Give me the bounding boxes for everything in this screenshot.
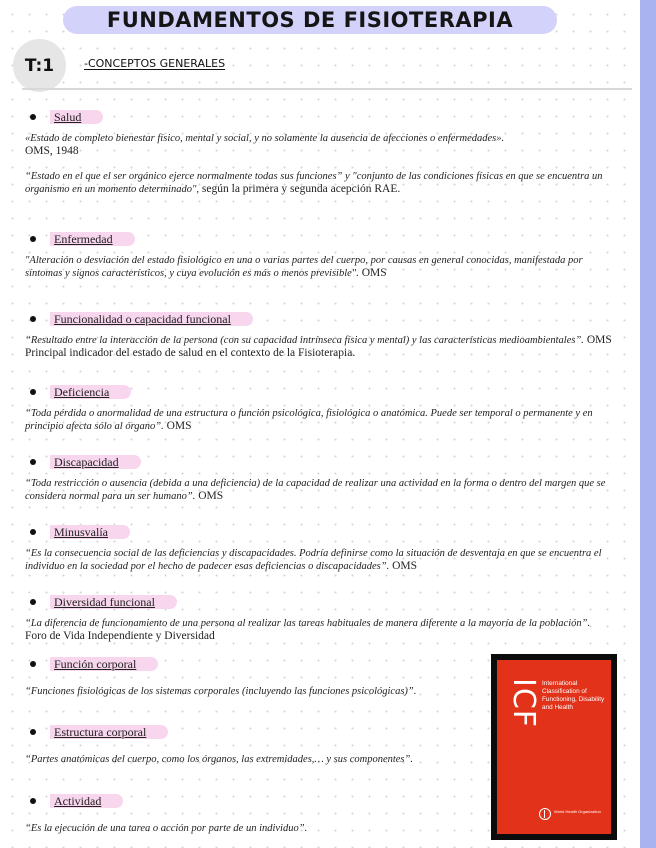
bullet-icon: [30, 389, 36, 395]
header-divider: [22, 88, 632, 90]
section-estructura-corporal: [22, 724, 477, 766]
term-definition: “Resultado entre la interacción de la persona (con su capacidad intrínseca física y mental) y las características medioambientales”. OMS: [25, 334, 612, 346]
term-definition-extra: “Estado en el que el ser orgánico ejerce normalmente todas sus funciones” y "conjunto de las condiciones físicas en que se encuentra un organismo en un momento determinado", según la primera y segunda acepción RAE.: [25, 171, 603, 195]
term-heading: Funcionalidad o capacidad funcional: [50, 312, 253, 326]
term-definition: “Partes anatómicas del cuerpo, como los órganos, las extremidades,… y sus componentes”.: [25, 754, 413, 765]
term-heading: Enfermedad: [50, 232, 135, 246]
term-definition: “Es la ejecución de una tarea o acción por parte de un individuo”.: [25, 823, 308, 834]
term-heading: Discapacidad: [50, 455, 141, 469]
section-discapacidad: [22, 454, 612, 503]
section-salud: [22, 109, 612, 196]
bullet-icon: [30, 459, 36, 465]
term-definition: “Es la consecuencia social de las deficiencias y discapacidades. Podría definirse como la situación de desventaja en que se encuentra el individuo en la sociedad por el hecho de padecer esas deficiencias o discapacidades”. OMS: [25, 548, 602, 572]
term-definition: “Funciones fisiológicas de los sistemas corporales (incluyendo las funciones psicológicas)”.: [25, 686, 417, 697]
who-emblem-icon: [539, 808, 551, 820]
bullet-icon: [30, 316, 36, 322]
term-heading: Minusvalía: [50, 525, 130, 539]
bullet-icon: [30, 599, 36, 605]
term-heading: Deficiencia: [50, 385, 131, 399]
icf-publisher: World Health Organization: [554, 809, 601, 814]
icf-description: International Classification of Functioning, Disability and Health: [542, 680, 605, 711]
icf-cover: [497, 660, 611, 834]
page-subtitle: -CONCEPTOS GENERALES: [84, 57, 226, 70]
term-heading: Diversidad funcional: [50, 595, 177, 609]
section-diversidad-funcional: [22, 594, 612, 643]
section-actividad: [22, 793, 477, 835]
term-definition: “La diferencia de funcionamiento de una persona al realizar las tareas habituales de manera diferente a la mayoría de la población”. Foro de Vida Independiente y Diversidad: [25, 618, 591, 642]
page-title: [63, 6, 557, 34]
section-deficiencia: [22, 384, 612, 433]
section-minusvalia: [22, 524, 612, 573]
section-funcion-corporal: [22, 656, 477, 698]
term-heading: Estructura corporal: [50, 725, 168, 739]
page-title-text: FUNDAMENTOS DE FISIOTERAPIA: [106, 8, 514, 32]
bullet-icon: [30, 729, 36, 735]
bullet-icon: [30, 236, 36, 242]
bullet-icon: [30, 798, 36, 804]
icf-logo: ICF: [506, 678, 541, 729]
term-definition: «Estado de completo bienestar físico, mental y social, y no solamente la ausencia de afecciones o enfermedades». OMS, 1948: [25, 133, 505, 157]
term-heading: Actividad: [50, 794, 123, 808]
term-definition: “Toda restricción o ausencia (debida a una deficiencia) de la capacidad de realizar una actividad en la forma o dentro del margen que se considera normal para un ser humano”. OMS: [25, 478, 606, 502]
term-heading: Función corporal: [50, 657, 158, 671]
bullet-icon: [30, 529, 36, 535]
page-side-bar: [640, 0, 656, 848]
bullet-icon: [30, 114, 36, 120]
icf-book-cover: [491, 654, 617, 840]
term-definition: "Alteración o desviación del estado fisiológico en una o varias partes del cuerpo, por causas en general conocidas, manifestada por síntomas y signos característicos, y cuya evolución es más o menos previsible". OMS: [25, 255, 583, 279]
section-funcionalidad: [22, 311, 612, 360]
term-definition: “Toda pérdida o anormalidad de una estructura o función psicológica, fisiológica o anatómica. Puede ser temporal o permanente y en principio afecta sólo al órgano”. OMS: [25, 408, 593, 432]
term-heading: Salud: [50, 110, 103, 124]
term-note: Principal indicador del estado de salud en el contexto de la Fisioterapia.: [25, 347, 356, 359]
bullet-icon: [30, 661, 36, 667]
topic-badge: T:1: [13, 39, 66, 92]
section-enfermedad: [22, 231, 612, 280]
